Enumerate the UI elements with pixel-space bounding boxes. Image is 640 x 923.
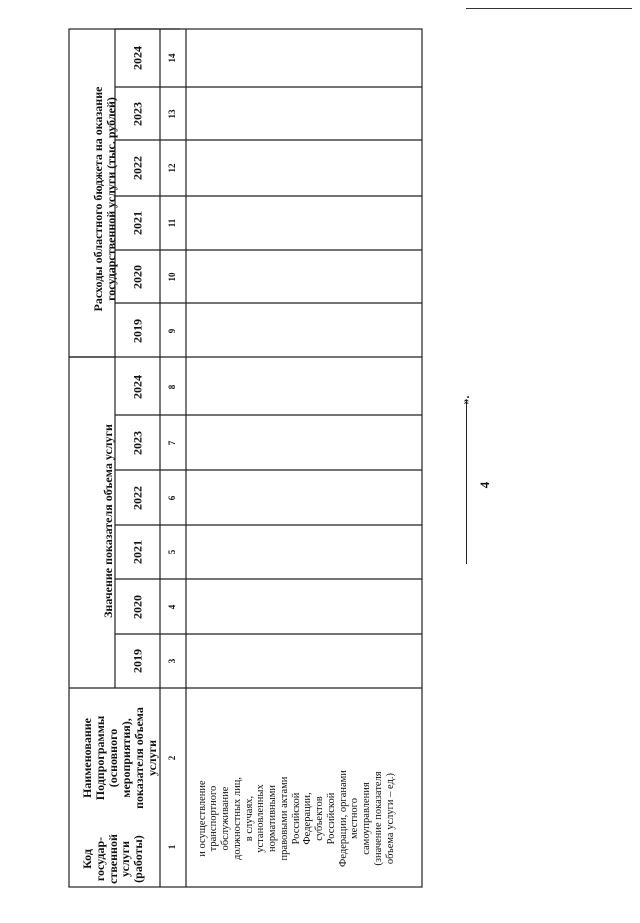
year-expense-2020: 2020 — [130, 265, 145, 289]
col-num-3: 3 — [167, 658, 178, 664]
year-expense-2021: 2021 — [130, 211, 145, 235]
year-volume-2020: 2020 — [130, 595, 145, 619]
year-expense-2024: 2024 — [130, 46, 145, 70]
col-num-8: 8 — [167, 384, 178, 390]
year-volume-2019: 2019 — [130, 649, 145, 673]
col-num-4: 4 — [167, 604, 178, 610]
year-expense-2022: 2022 — [130, 156, 145, 180]
header-expense-group: Расходы областного бюджета на оказание государственной услуги (тыс. рублей) — [91, 86, 118, 312]
year-expense-2019: 2019 — [130, 319, 145, 343]
year-volume-2021: 2021 — [130, 540, 145, 564]
body-name-cell: и осуществление транспортного обслуживание должностных лиц, в случаях, установленных нормативными правовыми актами Российской Федерации, субъектов Российской Федерации, органами местного самоуправления (значение показателя объема услуги – ед.) — [196, 770, 396, 867]
year-volume-2024: 2024 — [130, 375, 145, 399]
col-num-5: 5 — [167, 549, 178, 555]
header-code: Код государ- ственной услуги (работы) — [79, 834, 146, 884]
year-volume-2022: 2022 — [130, 486, 145, 510]
col-num-6: 6 — [167, 495, 178, 501]
col-num-13: 13 — [167, 109, 178, 119]
page-number: 4 — [477, 481, 492, 489]
col-num-12: 12 — [167, 163, 178, 173]
col-num-2: 2 — [167, 755, 178, 761]
year-expense-2023: 2023 — [130, 102, 145, 126]
year-volume-2023: 2023 — [130, 431, 145, 455]
col-num-10: 10 — [167, 272, 178, 282]
closing-quote: ». — [458, 395, 472, 405]
header-volume-group: Значение показателя объема услуги — [100, 424, 115, 618]
col-num-1: 1 — [167, 844, 178, 850]
col-num-9: 9 — [167, 328, 178, 334]
col-num-7: 7 — [167, 440, 178, 446]
header-name: Наименование Подпрограммы (основного мероприятия), показателя объема услуги — [80, 707, 159, 809]
col-num-11: 11 — [167, 218, 178, 228]
col-num-14: 14 — [167, 53, 178, 63]
